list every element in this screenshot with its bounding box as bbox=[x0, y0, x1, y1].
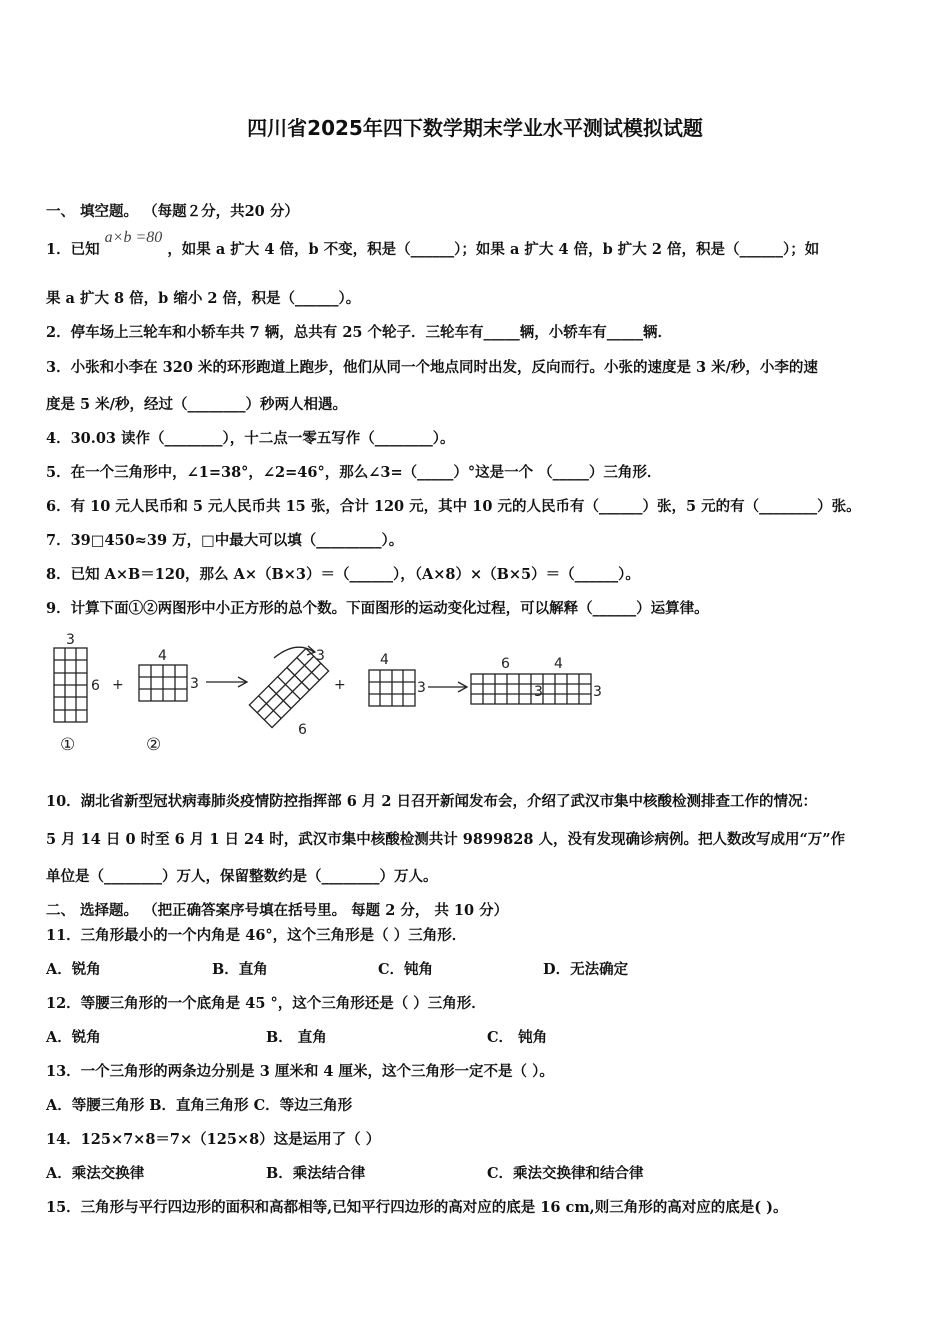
question-11: 11．三角形最小的一个内角是 46°，这个三角形是（ ）三角形． bbox=[46, 927, 467, 944]
question-3-line1: 3．小张和小李在 320 米的环形跑道上跑步，他们从同一个地点同时出发，反向而行。小张的速度是 3 米/秒，小李的速 bbox=[46, 359, 818, 376]
fig-num-3f: 3 bbox=[593, 684, 602, 700]
fig-num-3e: 3 bbox=[534, 684, 543, 700]
section-2-heading: 二、 选择题。 （把正确答案序号填在括号里。 每题 2 分， 共 10 分） bbox=[46, 902, 509, 919]
question-12: 12．等腰三角形的一个底角是 45 °，这个三角形还是（ ）三角形． bbox=[46, 995, 486, 1012]
question-14: 14．125×7×8＝7×（125×8）这是运用了（ ） bbox=[46, 1131, 381, 1148]
question-13: 13．一个三角形的两条边分别是 3 厘米和 4 厘米，这个三角形一定不是（ ）。 bbox=[46, 1063, 554, 1080]
fig-plus-1: + bbox=[112, 677, 124, 693]
fig-num-3a: 3 bbox=[66, 632, 75, 648]
question-1 bbox=[46, 229, 820, 260]
q14-option-a[interactable]: A．乘法交换律 bbox=[46, 1165, 145, 1182]
question-6: 6．有 10 元人民币和 5 元人民币共 15 张，合计 120 元，其中 10 元的人民币有（______）张，5 元的有（________）张。 bbox=[46, 498, 861, 515]
q13-options[interactable]: A．等腰三角形 B．直角三角形 C．等边三角形 bbox=[46, 1097, 353, 1114]
question-3-line2: 度是 5 米/秒，经过（________）秒两人相遇。 bbox=[46, 396, 347, 413]
fig-num-3d: 3 bbox=[417, 680, 426, 696]
q11-option-b[interactable]: B．直角 bbox=[212, 961, 268, 978]
q1-formula: a×b =80 bbox=[104, 229, 163, 246]
fig-num-3b: 3 bbox=[190, 676, 199, 692]
fig-num-6b: 6 bbox=[298, 722, 307, 738]
q14-option-b[interactable]: B．乘法结合律 bbox=[266, 1165, 366, 1182]
question-10-line3: 单位是（________）万人，保留整数约是（________）万人。 bbox=[46, 868, 438, 885]
fig-num-3c: 3 bbox=[316, 648, 325, 664]
question-10-line1: 10．湖北省新型冠状病毒肺炎疫情防控指挥部 6 月 2 日召开新闻发布会，介绍了武汉市集中核酸检测排查工作的情况： bbox=[46, 793, 818, 810]
section-1-heading: 一、 填空题。 （每题２分，共20 分） bbox=[46, 203, 299, 220]
question-4: 4．30.03 读作（________），十二点一零五写作（________）。 bbox=[46, 430, 455, 447]
question-9: 9．计算下面①②两图形中小正方形的总个数。下面图形的运动变化过程，可以解释（______）运算律。 bbox=[46, 600, 709, 617]
q12-option-a[interactable]: A．锐角 bbox=[46, 1029, 101, 1046]
question-8: 8．已知 A×B＝120，那么 A×（B×3）＝（______），（A×8）×（B×5）＝（______）。 bbox=[46, 566, 640, 583]
fig-label-2: ② bbox=[146, 735, 162, 755]
fig-plus-2: + bbox=[334, 677, 346, 693]
q12-option-c[interactable]: C． 钝角 bbox=[487, 1029, 548, 1046]
question-15: 15．三角形与平行四边形的面积和高都相等,已知平行四边形的高对应的底是 16 cm,则三角形的高对应的底是( )。 bbox=[46, 1199, 788, 1216]
q1-post: ，如果 a 扩大 4 倍，b 不变，积是（______）；如果 a 扩大 4 倍，b 扩大 2 倍，积是（______）；如 bbox=[167, 241, 820, 258]
fig-num-6a: 6 bbox=[91, 678, 100, 694]
fig-num-4b: 4 bbox=[380, 652, 389, 668]
fig-num-4a: 4 bbox=[158, 648, 167, 664]
q14-option-c[interactable]: C．乘法交换律和结合律 bbox=[487, 1165, 644, 1182]
fig-num-6c: 6 bbox=[501, 656, 510, 672]
q11-option-a[interactable]: A．锐角 bbox=[46, 961, 101, 978]
question-5: 5．在一个三角形中，∠1=38°，∠2=46°，那么∠3=（_____）°这是一个 （_____）三角形． bbox=[46, 464, 662, 481]
fig-label-1: ① bbox=[60, 735, 76, 755]
question-7: 7．39□450≈39 万，□中最大可以填（_________）。 bbox=[46, 532, 404, 549]
q12-option-b[interactable]: B． 直角 bbox=[266, 1029, 327, 1046]
question-1-line2: 果 a 扩大 8 倍，b 缩小 2 倍，积是（______）。 bbox=[46, 290, 361, 307]
q11-option-d[interactable]: D．无法确定 bbox=[543, 961, 629, 978]
page-title: 四川省2025年四下数学期末学业水平测试模拟试题 bbox=[247, 116, 703, 140]
question-2: 2．停车场上三轮车和小轿车共 7 辆，总共有 25 个轮子．三轮车有_____辆，小轿车有_____辆． bbox=[46, 324, 673, 341]
fig-num-4c: 4 bbox=[554, 656, 563, 672]
q1-pre: 1．已知 bbox=[46, 241, 100, 258]
question-10-line2: 5 月 14 日 0 时至 6 月 1 日 24 时，武汉市集中核酸检测共计 9899828 人，没有发现确诊病例。把人数改写成用“万”作 bbox=[46, 831, 846, 848]
q9-figure bbox=[46, 630, 606, 755]
q11-option-c[interactable]: C．钝角 bbox=[378, 961, 434, 978]
